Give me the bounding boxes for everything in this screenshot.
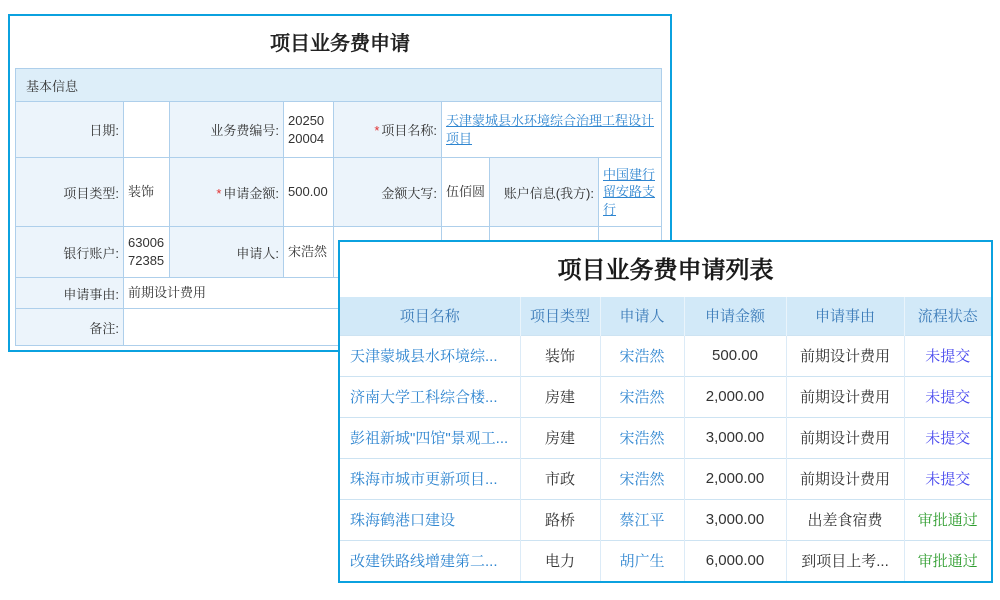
amount-cell: 3,000.00: [684, 417, 786, 458]
table-row: [340, 540, 991, 581]
project-type-value: 装饰: [124, 158, 170, 227]
amount-cell: 2,000.00: [684, 458, 786, 499]
applicant-cell: [600, 417, 684, 458]
status-cell: [904, 499, 991, 540]
project-link[interactable]: 彭祖新城"四馆"景观工...: [350, 430, 509, 447]
applicant-link[interactable]: 宋浩然: [619, 471, 665, 488]
business-fee-list-panel: [338, 240, 993, 583]
project-type-label: 项目类型:: [16, 158, 124, 227]
required-asterisk: *: [374, 123, 380, 138]
project-name-label: * 项目名称:: [334, 102, 442, 158]
status-cell: [904, 540, 991, 581]
applicant-cell: [600, 458, 684, 499]
amount-cell: 3,000.00: [684, 499, 786, 540]
status-cell: [904, 376, 991, 417]
fee-number-label: 业务费编号:: [170, 102, 284, 158]
applicant-link[interactable]: 宋浩然: [619, 430, 665, 447]
application-list-table: [340, 297, 991, 581]
project-type-cell: 房建: [520, 417, 600, 458]
fee-number-value: 2025020004: [284, 102, 334, 158]
applicant-link[interactable]: 宋浩然: [619, 389, 665, 406]
account-info-link[interactable]: 中国建行留安路支行: [603, 166, 656, 217]
form-title: 项目业务费申请: [270, 33, 410, 55]
amount-cell: 2,000.00: [684, 376, 786, 417]
reason-cell: 到项目上考...: [786, 540, 904, 581]
status-badge[interactable]: 未提交: [925, 471, 971, 488]
project-name-cell: [340, 540, 520, 581]
table-row: [340, 458, 991, 499]
date-value: [124, 102, 170, 158]
basic-info-section-header: 基本信息: [16, 69, 662, 102]
reason-cell: 前期设计费用: [786, 335, 904, 376]
table-row: [340, 499, 991, 540]
amount-caps-label: 金额大写:: [334, 158, 442, 227]
header-project-type: 项目类型: [520, 297, 600, 335]
project-link[interactable]: 珠海鹤港口建设: [350, 512, 456, 529]
applicant-link[interactable]: 蔡江平: [619, 512, 665, 529]
list-title: 项目业务费申请列表: [557, 257, 774, 284]
applicant-link[interactable]: 宋浩然: [619, 348, 665, 365]
project-name-cell: [340, 417, 520, 458]
status-badge[interactable]: 未提交: [925, 389, 971, 406]
reason-value: 前期设计费用: [124, 278, 662, 309]
project-type-cell: 房建: [520, 376, 600, 417]
amount-value: 500.00: [284, 158, 334, 227]
project-link[interactable]: 济南大学工科综合楼...: [350, 389, 498, 406]
date-label: 日期:: [16, 102, 124, 158]
applicant-link[interactable]: 胡广生: [619, 553, 665, 571]
table-row: [340, 376, 991, 417]
status-badge[interactable]: 未提交: [925, 430, 971, 447]
project-name-link[interactable]: 天津蒙城县水环境综合治理工程设计项目: [446, 112, 655, 146]
remark-label: 备注:: [16, 309, 124, 346]
project-link[interactable]: 改建铁路线增建第二...: [350, 553, 498, 571]
status-badge[interactable]: 未提交: [925, 348, 971, 365]
amount-cell: 500.00: [684, 335, 786, 376]
status-cell: [904, 417, 991, 458]
applicant-label: 申请人:: [170, 227, 284, 278]
project-link[interactable]: 天津蒙城县水环境综...: [350, 348, 498, 365]
project-name-cell: [340, 335, 520, 376]
applicant-cell: [600, 335, 684, 376]
applicant-cell: [600, 540, 684, 581]
applicant-cell: [600, 376, 684, 417]
reason-cell: 前期设计费用: [786, 458, 904, 499]
status-badge[interactable]: 审批通过: [917, 512, 978, 529]
project-type-cell: 市政: [520, 458, 600, 499]
bank-account-value: 6300672385: [124, 227, 170, 278]
table-row: [340, 417, 991, 458]
status-badge[interactable]: 审批通过: [917, 553, 978, 571]
project-type-cell: 电力: [520, 540, 600, 581]
amount-label: * 申请金额:: [170, 158, 284, 227]
header-project-name: 项目名称: [340, 297, 520, 335]
reason-cell: 出差食宿费: [786, 499, 904, 540]
project-name-cell: [340, 458, 520, 499]
header-applicant: 申请人: [600, 297, 684, 335]
applicant-cell: [600, 499, 684, 540]
reason-cell: 前期设计费用: [786, 376, 904, 417]
required-asterisk: *: [216, 185, 222, 201]
project-name-cell: [340, 499, 520, 540]
header-status: 流程状态: [904, 297, 991, 335]
project-type-cell: 装饰: [520, 335, 600, 376]
status-cell: [904, 458, 991, 499]
header-reason: 申请事由: [786, 297, 904, 335]
table-row: [340, 335, 991, 376]
reason-label: 申请事由:: [16, 278, 124, 309]
project-link[interactable]: 珠海市城市更新项目...: [350, 471, 498, 488]
reason-cell: 前期设计费用: [786, 417, 904, 458]
applicant-value: 宋浩然: [284, 227, 334, 278]
project-name-cell: [340, 376, 520, 417]
amount-cell: 6,000.00: [684, 540, 786, 581]
bank-account-label: 银行账户:: [16, 227, 124, 278]
amount-caps-value: 伍佰圆: [442, 158, 490, 227]
header-amount: 申请金额: [684, 297, 786, 335]
status-cell: [904, 335, 991, 376]
account-info-label: 账户信息(我方):: [490, 158, 599, 227]
project-type-cell: 路桥: [520, 499, 600, 540]
